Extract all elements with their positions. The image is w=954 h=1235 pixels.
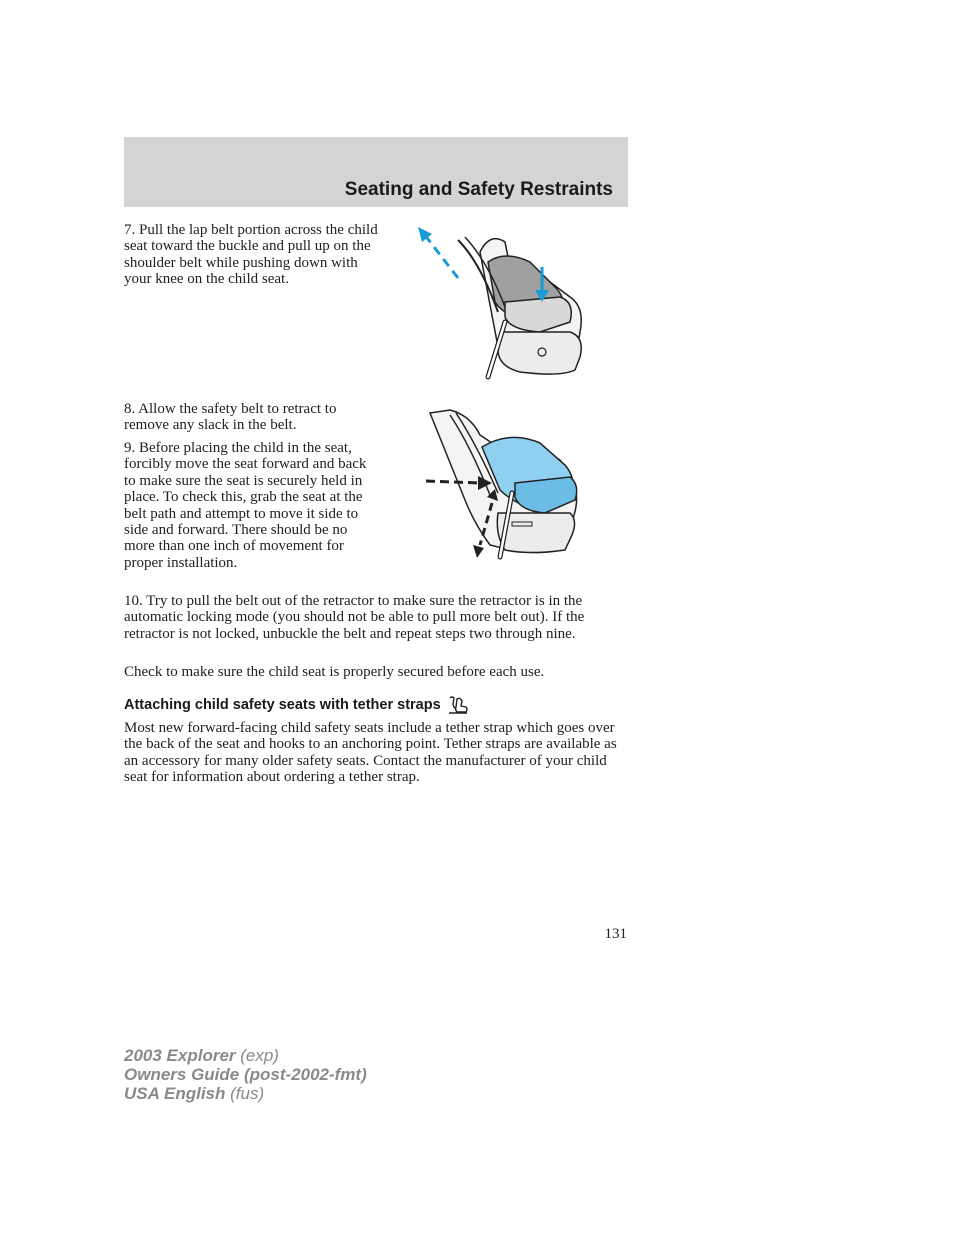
footer-line-3 — [124, 1084, 367, 1103]
step-8-text: 8. Allow the safety belt to retract to remove any slack in the belt. — [124, 401, 337, 434]
step-7-text: 7. Pull the lap belt portion across the child seat toward the buckle and pull up on the shoulder belt while pushing down with your knee on the child seat. — [124, 222, 378, 288]
tether-section-heading — [124, 695, 469, 715]
check-secured-text: Check to make sure the child seat is properly secured before each use. — [124, 664, 545, 680]
child-seat-tether-icon — [447, 695, 469, 715]
document-footer — [124, 1046, 367, 1103]
page-number: 131 — [604, 926, 627, 942]
footer-vehicle-code: (exp) — [235, 1046, 279, 1065]
child-seat-belt-pull-illustration — [410, 222, 595, 387]
footer-line-1 — [124, 1046, 367, 1065]
footer-vehicle: 2003 Explorer — [124, 1046, 236, 1065]
tether-body-text: Most new forward-facing child safety seats include a tether strap which goes over the back of the seat and hooks to an anchoring point. Tether straps are available as an accessory for many older safety seats. Contact the manufacturer of your child seat for information about ordering a tether strap. — [124, 720, 617, 786]
footer-language-code: (fus) — [225, 1084, 265, 1103]
child-seat-movement-check-illustration — [420, 405, 585, 565]
step-9-text: 9. Before placing the child in the seat, forcibly move the seat forward and back to make sure the seat is securely held in place. To check this, grab the seat at the belt path and attempt to move it side to side and forward. There should be no more than one inch of movement for proper installation. — [124, 440, 367, 571]
footer-line-2 — [124, 1065, 367, 1084]
step-10-text: 10. Try to pull the belt out of the retractor to make sure the retractor is in the automatic locking mode (you should not be able to pull more belt out). If the retractor is not locked, unbuckle the belt and repeat steps two through nine. — [124, 593, 585, 642]
section-title: Seating and Safety Restraints — [344, 179, 613, 200]
tether-heading-text: Attaching child safety seats with tether straps — [124, 697, 441, 713]
footer-language: USA English — [124, 1084, 226, 1103]
footer-guide: Owners Guide (post-2002-fmt) — [124, 1065, 367, 1084]
section-header-band — [124, 137, 628, 207]
